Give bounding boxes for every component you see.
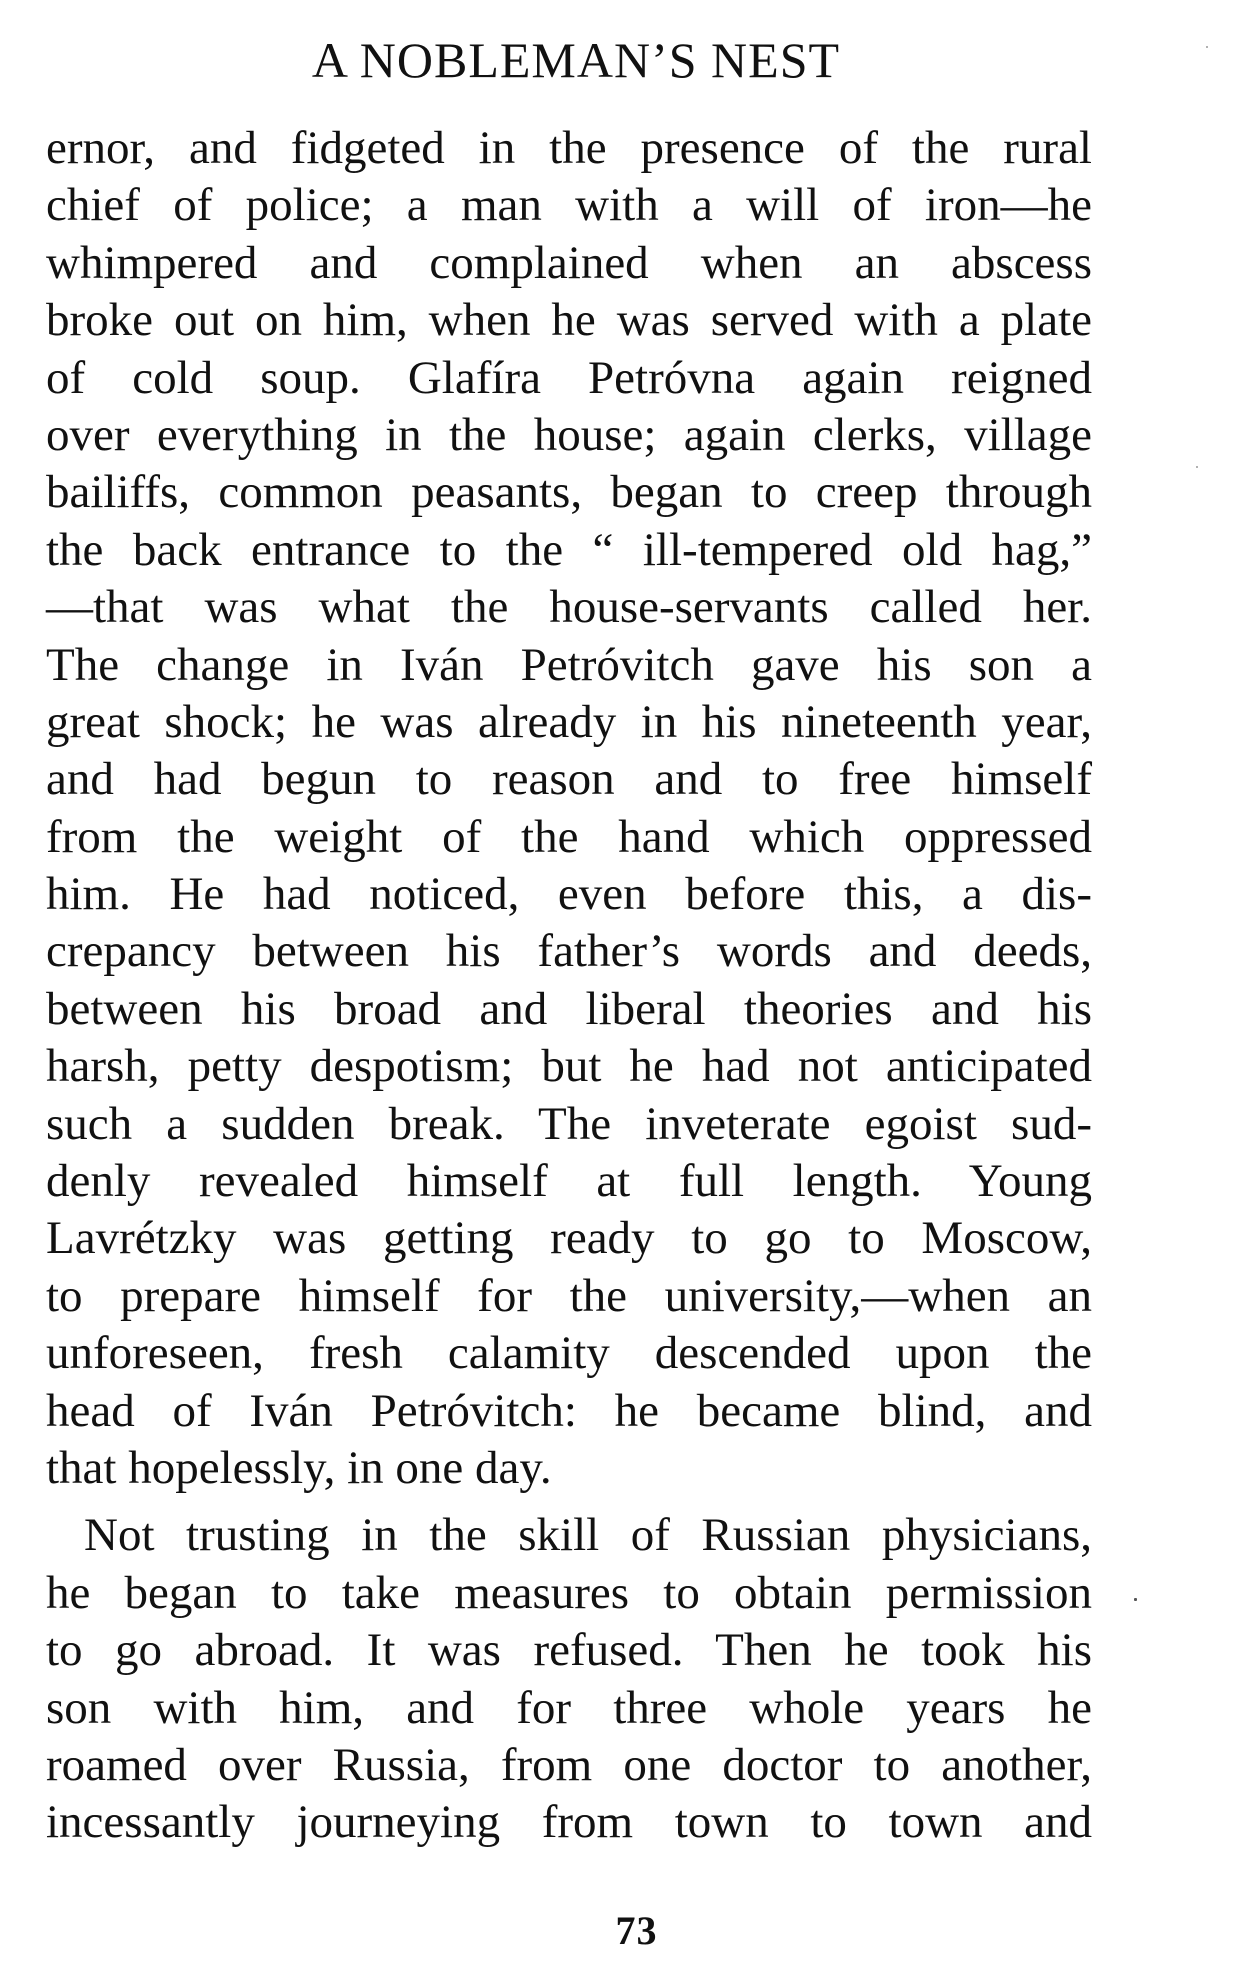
text-line: head of Iván Petróvitch: he became blind, and — [46, 1384, 1092, 1437]
text-line: between his broad and liberal theories and his — [46, 982, 1092, 1035]
text-line: Lavrétzky was getting ready to go to Moscow, — [46, 1212, 1092, 1265]
text-line: him. He had noticed, even before this, a dis- — [46, 868, 1092, 921]
text-line: of cold soup. Glafíra Petróvna again reigned — [46, 351, 1092, 404]
scan-speck — [1134, 1598, 1137, 1601]
text-line: roamed over Russia, from one doctor to another, — [46, 1738, 1092, 1791]
scan-speck — [1196, 466, 1198, 468]
text-line: Not trusting in the skill of Russian physicians, — [84, 1509, 1092, 1562]
text-line: and had begun to reason and to free himself — [46, 753, 1092, 806]
text-line: crepancy between his father’s words and deeds, — [46, 925, 1092, 978]
paragraph-1 — [46, 120, 1092, 1497]
text-line: to prepare himself for the university,—when an — [46, 1269, 1092, 1322]
text-line: incessantly journeying from town to town and — [46, 1796, 1092, 1849]
text-line: bailiffs, common peasants, began to creep through — [46, 466, 1092, 519]
text-line: that hopelessly, in one day. — [46, 1441, 552, 1494]
text-line: broke out on him, when he was served with a plate — [46, 294, 1092, 347]
text-line: —that was what the house-servants called her. — [46, 581, 1092, 634]
scan-speck — [1206, 46, 1208, 48]
text-line: harsh, petty despotism; but he had not anticipated — [46, 1040, 1092, 1093]
text-line: he began to take measures to obtain permission — [46, 1566, 1092, 1619]
paragraph-gap — [46, 1497, 1092, 1507]
book-page — [46, 28, 1092, 1852]
text-line: over everything in the house; again clerks, village — [46, 408, 1092, 461]
text-line: such a sudden break. The inveterate egoist sud- — [46, 1097, 1092, 1150]
text-line: son with him, and for three whole years he — [46, 1681, 1092, 1734]
text-line: denly revealed himself at full length. Young — [46, 1155, 1092, 1208]
paragraph-2 — [46, 1507, 1092, 1851]
text-line: whimpered and complained when an abscess — [46, 236, 1092, 289]
text-line: ernor, and fidgeted in the presence of the rural — [46, 122, 1092, 174]
text-line: chief of police; a man with a will of iron—he — [46, 179, 1092, 232]
text-line: The change in Iván Petróvitch gave his son a — [46, 638, 1092, 691]
text-line: to go abroad. It was refused. Then he took his — [46, 1624, 1092, 1677]
text-line: the back entrance to the “ ill-tempered old hag,” — [46, 523, 1092, 576]
page-number: 73 — [615, 1908, 658, 1953]
text-line: unforeseen, fresh calamity descended upon the — [46, 1327, 1092, 1380]
running-head: A NOBLEMAN’S NEST — [311, 32, 841, 88]
text-line: from the weight of the hand which oppressed — [46, 810, 1092, 863]
text-line: great shock; he was already in his nineteenth year, — [46, 695, 1092, 748]
